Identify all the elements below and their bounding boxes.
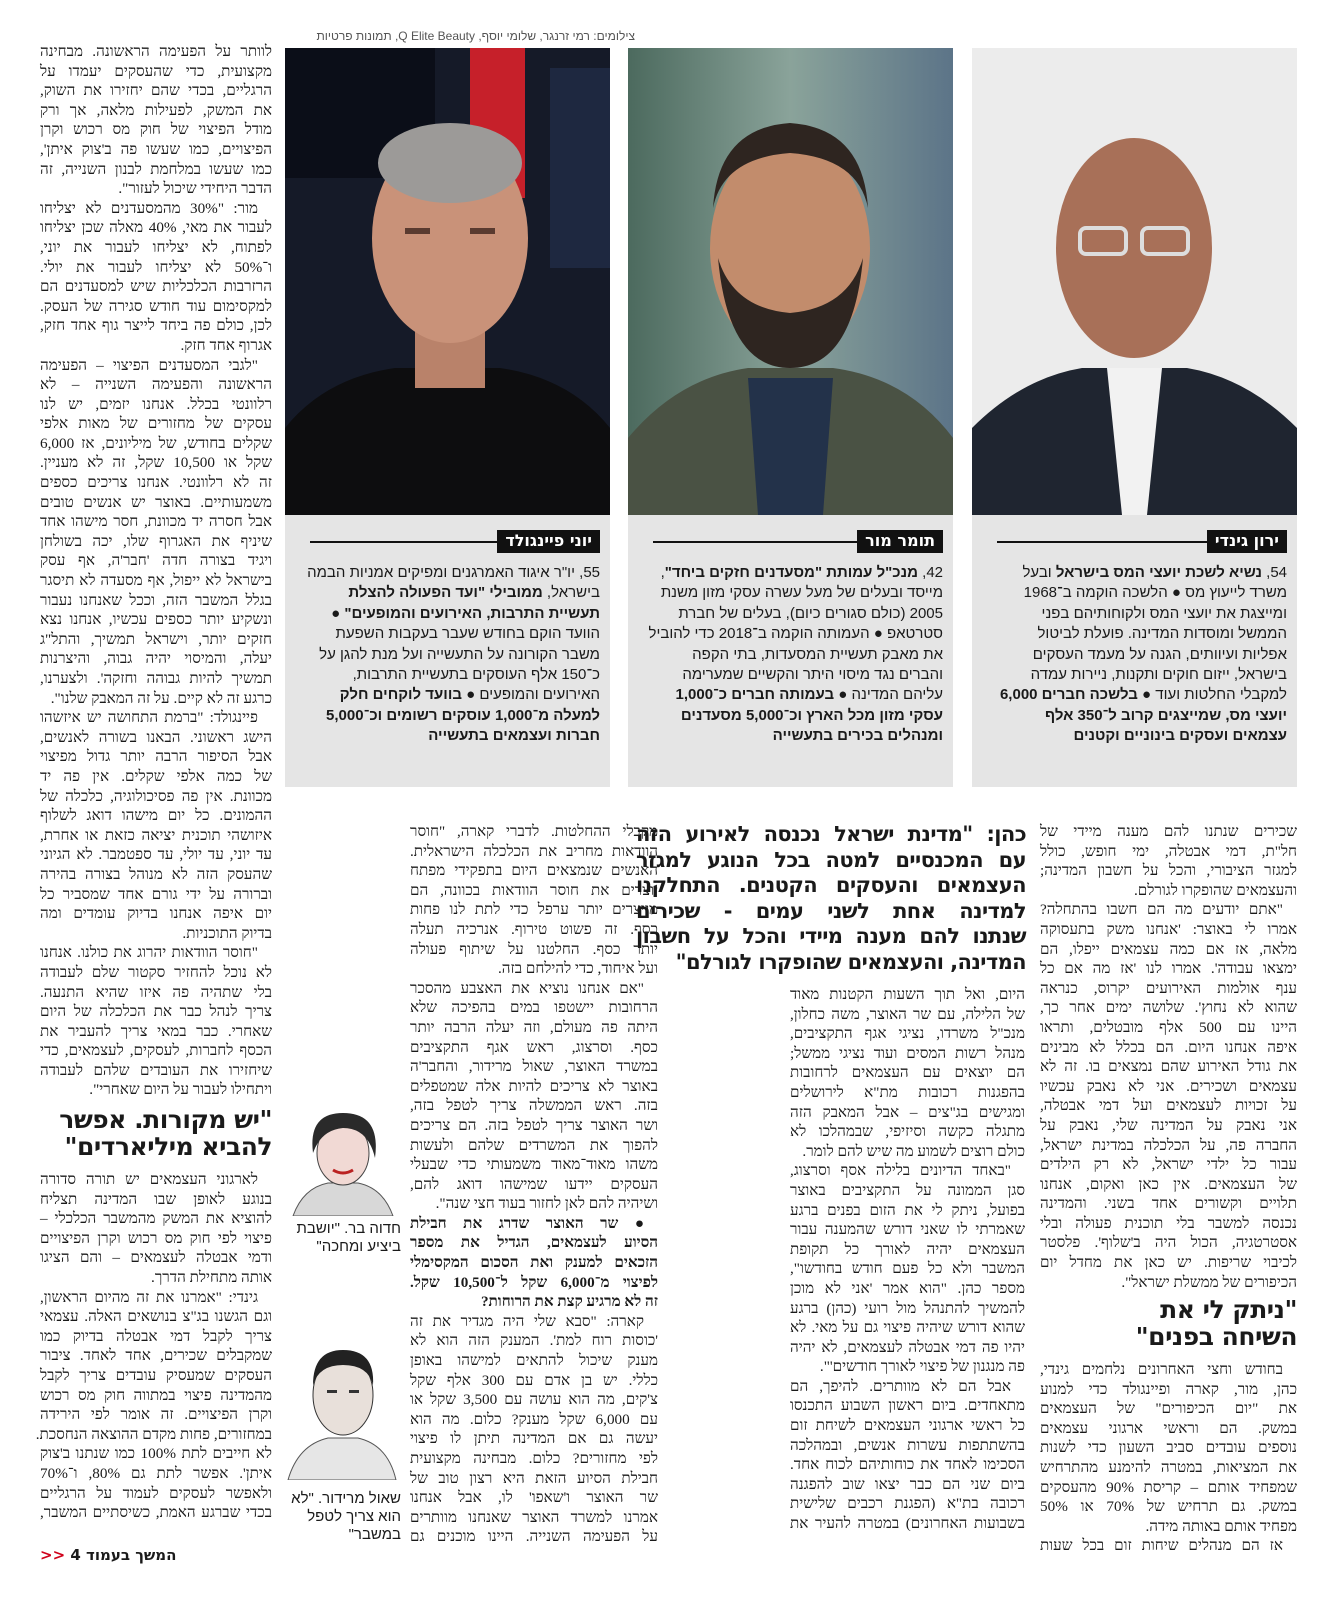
bio-text: 55, יו"ר איגוד האמרגנים ומפיקים אמניות הבמה בישראל, — [307, 564, 600, 602]
text-line: יעשה גם אם המדינה תיתן לו פיצוי — [410, 1430, 658, 1448]
profile-name: ירון גינדי — [1207, 530, 1287, 553]
text-line: בישראל לא ייפול, אף מסעדה לא תיסגר — [40, 572, 272, 590]
text-line: המשבר ולא כל פעם חודש בחודשו", — [790, 1260, 1025, 1278]
bio-bold-text: בוועד לוקחים חלק למעלה מ־1,000 עוסקים רשומים וכ־5,000 חברות ועצמאים בתעשייה — [326, 686, 600, 745]
text-line: שקלים בחודש, של מיליונים, אז 6,000 — [40, 434, 272, 452]
text-line: בהפגנות רכובות מת"א לירושלים — [790, 1083, 1025, 1101]
text-line: לארגוני העצמאים יש תורה סדורה — [40, 1171, 258, 1188]
text-line: בכדי שברגע האמת, כשיסתיים המשבר, — [40, 1504, 272, 1522]
article-column-left-top — [40, 42, 272, 1100]
text-line: הסכימו לאחד את כוחותיהם לכוח אחד. — [790, 1456, 1025, 1474]
text-line: שאמרתי לו שאני דורש שהמענה עבור — [790, 1221, 1025, 1239]
illustration-hedva-bar — [283, 1098, 401, 1216]
text-line: חזקים יותר, וישראל תמשיך, והתל"ג — [40, 630, 272, 648]
footer-label: המשך בעמוד 4 — [70, 1546, 177, 1564]
text-line: חל"ת, דמי אבטלה, ימי חופש, כולל — [1040, 842, 1297, 860]
text-line: רכובה בת"א (הפגנת רכבים שלישית — [790, 1495, 1025, 1513]
text-line: לפתוח, לא יצליחו לעבור את יוני, — [40, 238, 272, 256]
text-line: אסטרטגיה, הכול היה ב'שלוף'. פלסטר — [1040, 1234, 1297, 1252]
text-line: עצמאים ושכירים. אני לא נאבק עכשיו — [1040, 1077, 1297, 1095]
text-line: לוותר על הפעימה הראשונה. מבחינה — [40, 43, 272, 60]
text-line: "חוסר הוודאות יהרוג את כולנו. אנחנו — [40, 944, 258, 962]
paragraph — [40, 356, 272, 709]
bio-text: ● הוועד הוקם בחודש שעבר בעקבות השפעת משבר הקורונה על התעשייה ועל מנת להגן על כ־150 אלף העוסקים בתעשיית התרבות, האירועים והמופעים ● — [319, 604, 600, 704]
text-line: כל ראשי ארגוני העצמאים לשיחת זום — [790, 1417, 1025, 1435]
paragraph — [790, 1161, 1025, 1377]
text-line: הדבר היחידי שיכול לעזור". — [118, 180, 272, 198]
paragraph — [1040, 822, 1297, 900]
text-line: כהן, מור, קארה ופיינגולד כדי למנוע — [1040, 1380, 1297, 1398]
headline-line: כהן: "מדינת ישראל נכנסה לאירוע הזה — [636, 822, 1026, 846]
text-line: מתגלה כקשה וסיזיפי, שבמהלכו לא — [790, 1123, 1025, 1141]
text-line: פיצוי לפי חוק מס רכוש וקרן הפיצויים — [40, 1229, 272, 1247]
text-line: כמו שעשו במלחמת לבנון השנייה, זה — [40, 160, 272, 178]
bio-bold-text: נשיא לשכת יועצי המס בישראל — [1055, 564, 1262, 581]
text-line: עסקים של מחזורים של מאות אלפי — [40, 415, 272, 433]
text-line: את "יום הכיפורים" של העצמאים — [1040, 1400, 1297, 1418]
text-line: העסקים יידעו שמישהו דואג להם, — [410, 1175, 658, 1193]
paragraph — [410, 1312, 658, 1547]
text-line: איפה אנחנו היום. הם בכלל לא מבינים — [1040, 1038, 1297, 1056]
paragraph — [790, 1377, 1025, 1534]
text-line: לפיצוי מ־6,000 שקל ל־10,500 שקל. — [410, 1273, 658, 1291]
paragraph — [1040, 900, 1297, 1292]
headline-line: המדינה, והעצמאים שהופקרו לגורלם" — [675, 949, 1026, 974]
text-line: אמרנו למשרד האוצר שאנחנו מוותרים — [410, 1508, 658, 1526]
text-line: כללי. יש בן אדם עם 300 אלף שקל — [410, 1371, 658, 1389]
article-column-cohen — [790, 985, 1025, 1534]
photo-tomer-mor — [628, 48, 953, 515]
paragraph — [35, 1288, 273, 1523]
text-line: מקבלי ההחלטות. לדברי קארה, "חוסר — [410, 823, 658, 840]
text-line: כולם רוצים לשמוע מה שיש להם לומר. — [802, 1142, 1025, 1160]
text-line: שמפחיד אותם – קריסת 90% מהעסקים — [1040, 1478, 1297, 1496]
text-line: להפוך את המשרדים שלהם ולעשות — [410, 1136, 658, 1154]
paragraph — [40, 943, 272, 1100]
subheading-line: השיחה בפנים" — [1135, 1322, 1297, 1351]
text-line: וגם הגשנו בג"צ בנושאים האלה. עצמאי — [40, 1308, 272, 1326]
text-line: מספר כהן. "הוא אמר 'אני לא מוכן — [790, 1279, 1025, 1297]
subheading-sources — [40, 1106, 272, 1160]
text-line: הזכאים למענק ואת הסכום המקסימלי — [410, 1254, 658, 1272]
profile-name: יוני פיינגולד — [497, 530, 600, 553]
text-line: מודל הפיצוי של חוק מס רכוש וקרן — [40, 121, 272, 139]
text-line: הרגליים, בכדי שהם יחזירו את השוק, — [40, 82, 272, 100]
profile-bio — [990, 563, 1287, 747]
text-line: שהוא דורש שיהיה פיצוי גם על מאי. לא — [790, 1319, 1025, 1337]
text-line: ושיהיה להם לאן לחזור בעוד חצי שנה". — [435, 1195, 658, 1213]
profile-bio — [646, 563, 943, 747]
illustration-caption: חדוה בר. "יושבת ביציע ומחכה" — [296, 1220, 401, 1255]
profile-name: תומר מור — [857, 530, 943, 553]
column-body — [35, 1170, 273, 1523]
text-line: עם 6,000 שקל מענק? כלום. מה הוא — [410, 1410, 658, 1428]
paragraph — [790, 985, 1025, 1161]
text-line: בשבועות האחרונים) במטרה להעיר את — [790, 1515, 1025, 1533]
text-line: שאחרי. כבר במאי צריך להעביר את — [40, 1022, 272, 1040]
text-line: היתה פה מעולם, וזה יעלה הרבה יותר — [410, 1018, 658, 1036]
text-line: החברה פה, על הכלכלה במדינת ישראל, — [1040, 1136, 1297, 1154]
article-column-right-bottom — [1040, 1296, 1297, 1556]
interview-question — [410, 1214, 658, 1312]
text-line: אני נאבק על המדינה שלי, נאבק על — [1040, 1116, 1297, 1134]
profile-caption-feingold — [285, 515, 610, 787]
text-line: נכנסה למשבר בלי תוכנית פעולה ובלי — [1040, 1214, 1297, 1232]
text-line: חבילת הסיוע הזאת היא רצון טוב של — [410, 1469, 658, 1487]
text-line: את גודל האירוע שהם נמצאים בו. זה לא — [1040, 1058, 1297, 1076]
article-column-middle — [410, 822, 658, 1547]
text-line: במשק. גם תרחיש של 70% או 50% — [1040, 1498, 1298, 1516]
paragraph — [1040, 1536, 1297, 1556]
text-line: ● שר האוצר שדרג את חבילת — [410, 1214, 644, 1232]
text-line: מתאחדים. ביום ראשון השבוע התכנסו — [790, 1397, 1025, 1415]
text-line: של כמה אלפי שקלים. אין פה יד — [40, 767, 272, 785]
text-line: את המשק, לפעילות מלאה, אך ורק — [40, 101, 272, 119]
text-line: של העצמאים. אין כאן ואקום, אנחנו — [1040, 1175, 1297, 1193]
text-line: תלויים וקשורים אחד בשני. והמדינה — [1040, 1195, 1297, 1213]
text-line: אותה מתחילת הדרך. — [151, 1268, 272, 1286]
bio-text: 42, — [917, 564, 943, 581]
text-line: הפיצויים, כמו שעשו פה ב'צוק איתן', — [40, 140, 272, 158]
text-line: גינדי: "אמרנו את זה מהיום הראשון, — [40, 1288, 258, 1306]
text-line: משמעותיים. באוצר יש אנשים טובים — [40, 493, 272, 511]
text-line: יהיו פה דמי אבטלה לעצמאים, לא יהיה — [790, 1338, 1025, 1356]
text-line: מייצרים יותר ערפל כדי לתת לנו פחות — [410, 901, 658, 919]
paragraph — [40, 708, 272, 943]
text-line: כסף. זה פשוט טירוף. אנרכיה תעלה — [410, 920, 658, 938]
text-line: זה לא מרגיע קצת את הרוחות? — [480, 1293, 658, 1311]
illustration-caption: שאול מרידור. "לא הוא צריך לטפל במשבר" — [291, 1490, 401, 1543]
bio-text: ובעל משרד לייעוץ מס ● הלשכה הוקמה ב־1968 ומייצגת את יועצי המס ולקוחותיהם בפני הממשל ומוסדות המדינה. פועלת לביטול אפליות ועיוותים, הגנה על מעמד העסקים בישראל, ייזום חוקים ותקנות, ניירות עמדה למקבלי החלטות ועוד ● — [1022, 564, 1287, 704]
text-line: קארה: "סבא שלי היה מגדיר את זה — [410, 1312, 644, 1330]
text-line: יעלה, והמיסוי יהיה גבוה, והיצרנות — [40, 650, 272, 668]
text-line: בגלל המשבר הזה, וככל שאנחנו נעבור — [40, 591, 272, 609]
article-column-right-top — [1040, 822, 1297, 1292]
text-line: ענף אולמות האירועים יקרוס, כנראה — [1040, 979, 1297, 997]
text-line: בזה. ראש הממשלה צריך לטפל בזה, — [410, 1097, 658, 1115]
text-line: שקל או 10,500 שקל, זה לא מעניין. — [40, 454, 272, 472]
text-line: לא נוכל להחזיר סקטור שלם לעבודה — [40, 963, 272, 981]
text-line: שהוא לא נחוץ'. שלושה ימים אחר כך, — [1040, 999, 1297, 1017]
text-line: איזושהי תוכנית יציאה כזאת או אחרת, — [40, 826, 272, 844]
text-line: צ'קים, מה הוא עושה עם 3,500 שקל או — [410, 1391, 658, 1409]
text-line: אמרו לי באוצר: 'אנחנו משק בתעסוקה — [1040, 920, 1297, 938]
text-line: מלאה, אז אם כמה עצמאים ייפלו, הם — [1040, 940, 1297, 958]
text-line: ונשקיע יותר כספים עכשיו, אנחנו נצא — [40, 611, 272, 629]
text-line: הכיפורים של ממשלת ישראל". — [1121, 1273, 1297, 1291]
text-line: במחזורים, פחות מקדם ההוצאה הנחסכת. — [35, 1425, 272, 1443]
text-line: רלוונטי בכלל. אנחנו יזמים, יש לנו — [40, 395, 272, 413]
photo-yaron-gindi — [972, 48, 1297, 515]
text-line: מכוונת. אין פה פסיכולוגיה, כלכלה של — [40, 787, 272, 805]
text-line: היום, ואל תוך השעות הקטנות מאוד — [790, 986, 1025, 1003]
paragraph — [410, 822, 658, 979]
text-line: צריך לנהל כבר את הכלכלה של היום — [40, 1003, 272, 1021]
text-line: יוצרים את חוסר הוודאות בכוונה, הם — [410, 881, 658, 899]
text-line: "אתם יודעים מה הם חשבו בהתחלה? — [1040, 901, 1283, 919]
bio-bold-text: מנכ"ל עמותת "מסעדנים חזקים ביחד" — [664, 564, 918, 581]
text-line: ומגישים בג"צים – אבל המאבק הזה — [790, 1103, 1025, 1121]
text-line: הסיוע לעצמאים, הגדיל את מספר — [410, 1234, 658, 1252]
text-line: תמשיך להיות גבוהה וחזקה'. ולצערנו, — [40, 670, 272, 687]
subheading-line: להביא מיליארדים" — [64, 1132, 272, 1161]
text-line: ועל איחוד, כדי להילחם בזה. — [497, 960, 658, 978]
text-line: שר האוצר ו'שאפו' לו, אבל אנחנו — [410, 1489, 658, 1507]
bio-text: , מייסד ובעלים של מעל עשרה עסקי מזון משנת 2005 (כולם סגורים כיום), בעלים של חברת סטרטאפ ● העמותה הוקמה ב־2018 כדי להוביל את מאבק תעשיית המסעדות, בתי הקפה והברים נגד מיסוי היתר והקשיים שמערימה עליהם המדינה ● — [648, 564, 943, 704]
paragraph — [1040, 1360, 1297, 1536]
article-column-left-bottom — [35, 1105, 273, 1523]
bio-bold-text: בלשכה חברים 6,000 יועצי מס, שמייצגים קרוב ל־350 אלף עצמאים ועסקים בינוניים וקטנים — [999, 686, 1287, 745]
text-line: כסף. וסרצוג, ראש אגף התקציבים — [410, 1038, 658, 1056]
photo-yoni-feingold — [285, 48, 610, 515]
text-line: של הלילה, עם שר האוצר, משה כחלון, — [790, 1005, 1025, 1023]
paragraph — [40, 1170, 272, 1288]
column-body — [1040, 1360, 1297, 1556]
text-line: למגזר הציבורי, והכל על חשבון המדינה; — [1040, 862, 1297, 880]
text-line: איתן'. אפשר לתת גם 80%, ו־70% — [40, 1464, 273, 1482]
text-line: מקצועית, כדי שהעסקים יעמדו על — [40, 62, 272, 80]
text-line: אבל חסרה יד מכוונת, חסר מישהו אחד — [40, 513, 272, 531]
paragraph — [40, 42, 272, 199]
text-line: לכן, כולם פה ביחד לייצר גוף אחד חזק, — [40, 317, 272, 335]
text-line: "אם אנחנו נוציא את האצבע מהסכר — [410, 979, 644, 997]
illustration-shaul-meridor — [283, 1330, 401, 1480]
headline-line: העצמאים והעסקים הקטנים. התחלקנו — [636, 873, 1026, 897]
text-line: ויגיד בצורה חדה 'חבר'ה, אף עסק — [40, 552, 272, 570]
text-line: במשק. הם וראשי ארגוני עצמאים — [1040, 1419, 1297, 1437]
text-line: ביום שני הם כבר יצאו שוב להפגנה — [790, 1475, 1025, 1493]
text-line: בנוגע לאופן שבו המדינה תצליח — [40, 1190, 272, 1208]
bio-text: 54, — [1261, 564, 1287, 581]
text-line: בדיוק התוכניות. — [182, 924, 272, 942]
text-line: לא חייבים לתת 100% כמו שנתנו ב'צוק — [40, 1445, 272, 1463]
text-line: לכיבוי שריפות. יש כאן את מחדל יום — [1040, 1254, 1297, 1272]
text-line: פה מנגנון של פיצוי לאורך חודשים'". — [819, 1358, 1025, 1376]
text-line: מענק שיכול להתאים למישהו באופן — [410, 1352, 658, 1370]
text-line: ויתחילו לעבור על היום שאחרי". — [89, 1081, 272, 1099]
text-line: בפועל, ניתק לי את הזום בפנים ברגע — [790, 1201, 1025, 1219]
text-line: שהעסק הזה לא מנוהל בצורה בהירה — [40, 865, 272, 883]
text-line: יותר כסף. החלטנו על שיתוף פעולה — [410, 940, 658, 958]
text-line: אבל הסיפור הרבה יותר גדול מפיצוי — [40, 748, 272, 766]
text-line: יום איפה אנחנו בדיוק עומדים ומה — [40, 905, 272, 923]
text-line: סגן הממונה על התקציבים באוצר — [790, 1181, 1025, 1199]
text-line: וקרן הפיצויים. זה אומר לפי הירידה — [40, 1406, 272, 1424]
headline-line: שנתנו להם מענה מיידי והכל על חשבון — [636, 924, 1026, 948]
text-line: על זכויות לעצמאים ועל דמי אבטלה, — [1040, 1097, 1297, 1115]
text-line: שיחזירו את העובדים שלהם לעבודה — [40, 1061, 272, 1079]
text-line: מהמדינה פיצוי במתווה חוק מס רכוש — [40, 1386, 272, 1404]
text-line: זה לא רלוונטי. אנחנו צריכים כספים — [40, 474, 272, 492]
text-line: ימצאו עבודה'. אמרו לנו 'אז מה אם כל — [1040, 960, 1297, 978]
continued-on-page-link[interactable] — [40, 1546, 176, 1564]
profile-bio — [303, 563, 600, 747]
text-line: עד יוני, עד יולי, עד ספטמבר. לא הגיוני — [40, 846, 272, 864]
paragraph — [410, 979, 658, 1214]
text-line: אבל הם לא מוותרים. להיפך, הם — [790, 1377, 1011, 1395]
text-line: העצמאים יהיה לאורך כל תקופת — [790, 1240, 1025, 1258]
profile-caption-mor — [628, 515, 953, 787]
text-line: שכירים שנתנו להם מענה מיידי של — [1040, 823, 1297, 840]
paragraph — [40, 199, 272, 356]
text-line: מור: "30% מהמסעדנים לא יצליחו — [40, 199, 258, 217]
bio-bold-text: ממובילי "ועד הפעולה להצלת תעשיית התרבות, האירועים והמופעים" — [344, 584, 600, 622]
bio-bold-text: בעמותה חברים כ־1,000 עסקי מזון מכל הארץ וכ־5,000 מסעדנים ומנהלים בכירים בתעשייה — [675, 686, 943, 745]
subheading-line: "ניתק לי את — [1160, 1295, 1297, 1324]
text-line: ההמונים. כל יום מישהו דואג לשלוף — [40, 807, 272, 825]
text-line: והעצמאים שהופקרו לגורלם. — [1134, 881, 1297, 899]
text-line: למקסימום עוד חודש סגירה של העסק. — [40, 297, 272, 315]
text-line: הרזרבות הכלכליות שיש למסעדנים הם — [40, 278, 272, 296]
text-line: אגרוף אחד חזק. — [180, 336, 272, 354]
text-line: 'כוסות רוח למת'. המענק הזה הוא לא — [410, 1332, 658, 1350]
text-line: שמקבלים שכירים, אחד לאחד. ציבור — [40, 1347, 272, 1365]
text-line: הישג ראשוני. הבאנו בשורה לאנשים, — [40, 728, 272, 746]
text-line: "באחד הדיונים בלילה אסף וסרצוג, — [790, 1162, 1011, 1180]
text-line: "לגבי המסעדנים הפיצוי – הפעימה — [40, 356, 258, 374]
text-line: פיינגולד: "ברמת התחושה יש איזשהו — [40, 709, 258, 727]
headline-line: למדינה אחת לשני עמים - שכירים — [636, 898, 1026, 923]
text-line: באוצר לא צריכים להיות אלה שמטפלים — [410, 1077, 658, 1095]
text-line: מפחיד אותם באותה מידה. — [1145, 1517, 1297, 1535]
text-line: על הפעימה השנייה. היינו מוכנים גם — [410, 1528, 658, 1546]
text-line: כרגע זה לא קיים. על זה המאבק שלנו". — [50, 689, 272, 707]
text-line: העסקים שמעסיק עובדים צריך לקבל — [40, 1366, 272, 1384]
text-line: וברורה על ידי גורם אחד שמסביר כל — [40, 885, 272, 903]
text-line: האנשים שנמצאים היום בתפקידי מפתח — [410, 862, 658, 880]
text-line: במשרד האוצר, שאול מרידור, והחבר'ה — [410, 1058, 658, 1076]
text-line: הכסף לחברות, לעסקים, לעצמאים, כדי — [40, 1042, 272, 1060]
text-line: בהשתתפות עשרות אנשים, ובמהלכה — [790, 1436, 1025, 1454]
pull-quote-headline — [636, 822, 1026, 975]
headline-line: עם המכנסיים למטה בכל הנוגע למגזר — [636, 847, 1026, 872]
text-line: עבור כל ילדי ישראל, לא רק הילדים — [1040, 1156, 1297, 1174]
photo-credit: צילומים: רמי זרנגר, שלומי יוסף, Q Elite Beauty, תמונות פרטיות — [316, 29, 635, 43]
text-line: להמשיך להתנהל מול רועי (כהן) ברגע — [790, 1299, 1025, 1317]
subheading-line: "יש מקורות. אפשר — [59, 1105, 272, 1134]
text-line: היינו עם 500 אלף מובטלים, ותראו — [1040, 1018, 1298, 1036]
text-line: ושר האוצר צריך לטפל בזה. הם צריכים — [410, 1116, 658, 1134]
text-line: משהו מאוד־מאוד משמעותי כדי שבעלי — [410, 1156, 658, 1174]
text-line: בחודש וחצי האחרונים נלחמים גינדי, — [1040, 1361, 1283, 1378]
text-line: לפי מחזורים? כלום. מבחינה מקצועית — [410, 1450, 658, 1467]
text-line: שיניף את האגרוף שלו, יכה בשולחן — [40, 532, 272, 550]
text-line: צריך לקבל דמי אבטלה בדיוק כמו — [40, 1327, 272, 1345]
text-line: אז הם מנהלים שיחות זום בכל שעות — [1040, 1537, 1283, 1555]
text-line: נוספים עובדים סביב השעון כדי לשנות — [1040, 1439, 1297, 1457]
text-line: את המציאות, במטרה להימנע מהתרחיש — [1040, 1458, 1297, 1476]
text-line: ודמי אבטלה לעצמאים – והם הציגו — [40, 1249, 272, 1267]
text-line: ולאפשר לעסקים לעמוד על הרגליים — [40, 1484, 272, 1502]
text-line: מנהל רשות המסים ועוד נציגי ממשל; — [790, 1044, 1025, 1062]
subheading-hung-up — [1040, 1296, 1297, 1350]
text-line: ו־50% לא יצליחו לעבור את יולי. — [40, 258, 272, 276]
text-line: מנכ"ל משרדו, נציגי אגף התקציבים, — [790, 1025, 1025, 1043]
arrow-left-icon: << — [40, 1546, 66, 1564]
text-line: בלי שתהיה פה איזו שהיא התנעה. — [40, 983, 272, 1001]
text-line: הם יוצאים עם העצמאים לרחובות — [790, 1064, 1025, 1082]
text-line: הוודאות מחריב את הכלכלה הישראלית. — [410, 842, 658, 860]
text-line: הרחובות יישטפו במים בהפיכה שלא — [410, 999, 658, 1017]
text-line: הראשונה והפעימה השנייה – לא — [40, 376, 272, 394]
profile-caption-gindi — [972, 515, 1297, 787]
text-line: לעבור את מאי, 40% מאלה שכן יצליחו — [40, 219, 273, 237]
text-line: להוציא את המשק מהמשבר הכלכלי – — [40, 1210, 272, 1228]
